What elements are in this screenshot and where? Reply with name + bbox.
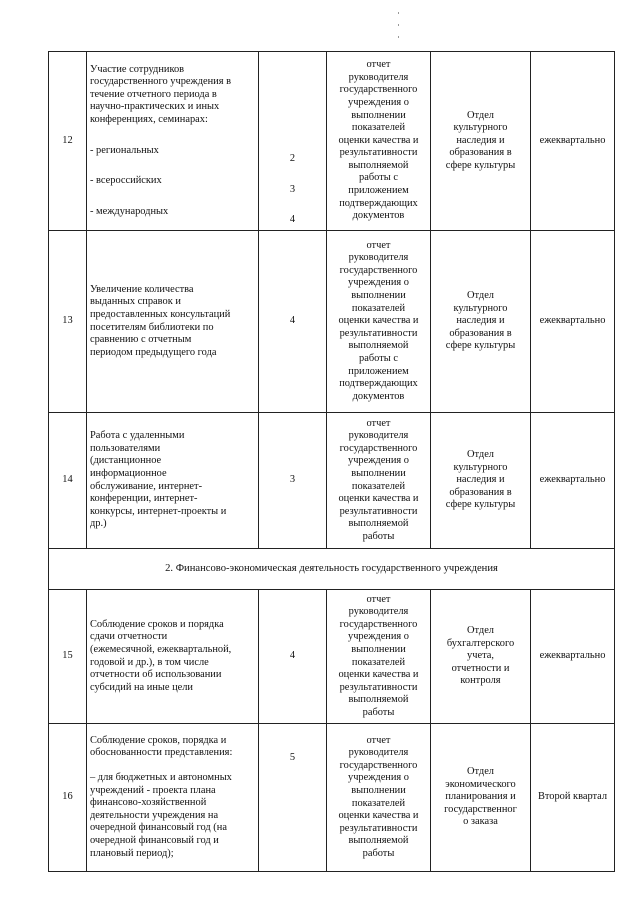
- criterion-cell: Соблюдение сроков и порядка сдачи отчетности (ежемесячной, ежеквартальной, годовой и др.), в том числе отчетности об использовании субсидий на иные цели: [87, 590, 259, 724]
- period-cell: ежеквартально: [531, 52, 615, 231]
- document-cell: отчет руководителя государственного учреждения о выполнении показателей оценки качества и результативности выполняемой работы: [327, 413, 431, 549]
- section-title: 2. Финансово-экономическая деятельность государственного учреждения: [49, 549, 615, 590]
- period-cell: ежеквартально: [531, 231, 615, 413]
- row-number: 14: [49, 413, 87, 549]
- score-cell: 5: [259, 724, 327, 872]
- criterion-cell: Участие сотрудников государственного учреждения в течение отчетного периода в научно-практических и иных конференциях, семинарах: - региональных - всероссийских - международных: [87, 52, 259, 231]
- table-row: [49, 52, 615, 231]
- row-number: 15: [49, 590, 87, 724]
- table-row: [49, 590, 615, 724]
- department-cell: Отдел экономического планирования и государственног о заказа: [431, 724, 531, 872]
- department-cell: Отдел культурного наследия и образования в сфере культуры: [431, 413, 531, 549]
- score-cell: 2 3 4: [259, 52, 327, 231]
- department-cell: Отдел культурного наследия и образования в сфере культуры: [431, 52, 531, 231]
- document-cell: отчет руководителя государственного учреждения о выполнении показателей оценки качества и результативности выполняемой работы с приложением подтверждающих документов: [327, 52, 431, 231]
- document-cell: отчет руководителя государственного учреждения о выполнении показателей оценки качества и результативности выполняемой работы с приложением подтверждающих документов: [327, 231, 431, 413]
- criteria-table: [48, 51, 615, 872]
- period-cell: ежеквартально: [531, 413, 615, 549]
- table-row: [49, 231, 615, 413]
- criterion-cell: Увеличение количества выданных справок и предоставленных консультаций посетителям библиотеки по сравнению с отчетным периодом предыдущего года: [87, 231, 259, 413]
- score-cell: 3: [259, 413, 327, 549]
- table-row: [49, 413, 615, 549]
- table-row: [49, 724, 615, 872]
- row-number: 16: [49, 724, 87, 872]
- score-cell: 4: [259, 231, 327, 413]
- document-cell: отчет руководителя государственного учреждения о выполнении показателей оценки качества и результативности выполняемой работы: [327, 590, 431, 724]
- row-number: 13: [49, 231, 87, 413]
- criterion-cell: Соблюдение сроков, порядка и обоснованности представления: – для бюджетных и автономных учреждений - проекта плана финансово-хозяйственной деятельности учреждения на очередной финансовый год (на очередной финансовый год и плановый период);: [87, 724, 259, 872]
- period-cell: ежеквартально: [531, 590, 615, 724]
- department-cell: Отдел культурного наследия и образования в сфере культуры: [431, 231, 531, 413]
- document-cell: отчет руководителя государственного учреждения о выполнении показателей оценки качества и результативности выполняемой работы: [327, 724, 431, 872]
- row-number: 12: [49, 52, 87, 231]
- score-cell: 4: [259, 590, 327, 724]
- period-cell: Второй квартал: [531, 724, 615, 872]
- department-cell: Отдел бухгалтерского учета, отчетности и контроля: [431, 590, 531, 724]
- section-header-row: [49, 549, 615, 590]
- criterion-cell: Работа с удаленными пользователями (дистанционное информационное обслуживание, интернет- конференции, интернет- конкурсы, интернет-проекты и др.): [87, 413, 259, 549]
